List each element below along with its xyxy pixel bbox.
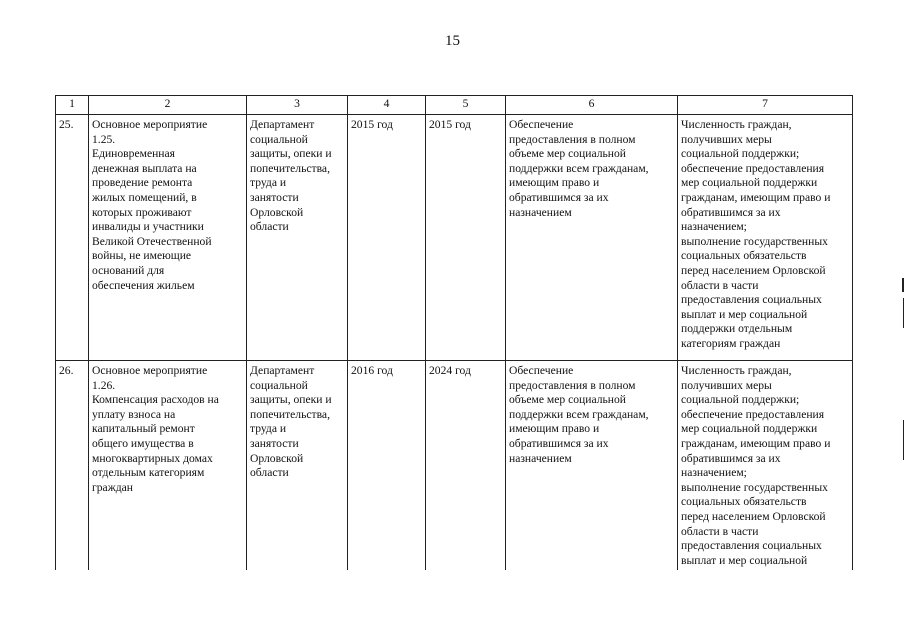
header-col-7: 7 — [678, 96, 853, 115]
scan-artifact — [902, 278, 904, 292]
header-col-3: 3 — [247, 96, 348, 115]
header-col-1: 1 — [56, 96, 89, 115]
responsible-executor: Департамент социальной защиты, опеки и попечительства, труда и занятости Орловской области — [250, 118, 332, 234]
start-year: 2016 год — [351, 364, 393, 377]
table-header — [56, 96, 853, 115]
header-col-6: 6 — [506, 96, 678, 115]
table-body — [56, 115, 853, 571]
table-row — [56, 361, 853, 571]
table-row — [56, 115, 853, 361]
expected-result: Обеспечение предоставления в полном объеме мер социальной поддержки всем гражданам, имеющим право и обратившимся за их назначением — [509, 364, 649, 465]
header-col-5: 5 — [426, 96, 506, 115]
measure-name: Основное мероприятие 1.25. Единовременная денежная выплата на проведение ремонта жилых помещений, в которых проживают инвалиды и участники Великой Отечественной войны, не имеющие оснований для обеспечения жильем — [92, 118, 212, 292]
header-row — [56, 96, 853, 115]
scan-artifact — [903, 420, 904, 460]
header-col-4: 4 — [348, 96, 426, 115]
end-year: 2015 год — [429, 118, 471, 131]
responsible-executor: Департамент социальной защиты, опеки и попечительства, труда и занятости Орловской области — [250, 364, 332, 480]
indicators: Численность граждан, получивших меры социальной поддержки; обеспечение предоставления мер социальной поддержки гражданам, имеющим право и обратившимся за их назначением; выполнение государственных социальных обязательств перед населением Орловской области в части предоставления социальных выплат и мер социальной — [681, 364, 831, 567]
row-number: 25. — [59, 118, 74, 131]
header-col-2: 2 — [89, 96, 247, 115]
measures-table — [55, 95, 853, 570]
expected-result: Обеспечение предоставления в полном объеме мер социальной поддержки всем гражданам, имеющим право и обратившимся за их назначением — [509, 118, 649, 219]
page-number: 15 — [445, 33, 460, 49]
scan-artifact — [903, 298, 904, 328]
measure-name: Основное мероприятие 1.26. Компенсация расходов на уплату взноса на капитальный ремонт общего имущества в многоквартирных домах отдельным категориям граждан — [92, 364, 219, 494]
row-number: 26. — [59, 364, 74, 377]
end-year: 2024 год — [429, 364, 471, 377]
indicators: Численность граждан, получивших меры социальной поддержки; обеспечение предоставления мер социальной поддержки гражданам, имеющим право и обратившимся за их назначением; выполнение государственных социальных обязательств перед населением Орловской области в части предоставления социальных выплат и мер социальной поддержки отдельным категориям граждан — [681, 118, 831, 350]
start-year: 2015 год — [351, 118, 393, 131]
